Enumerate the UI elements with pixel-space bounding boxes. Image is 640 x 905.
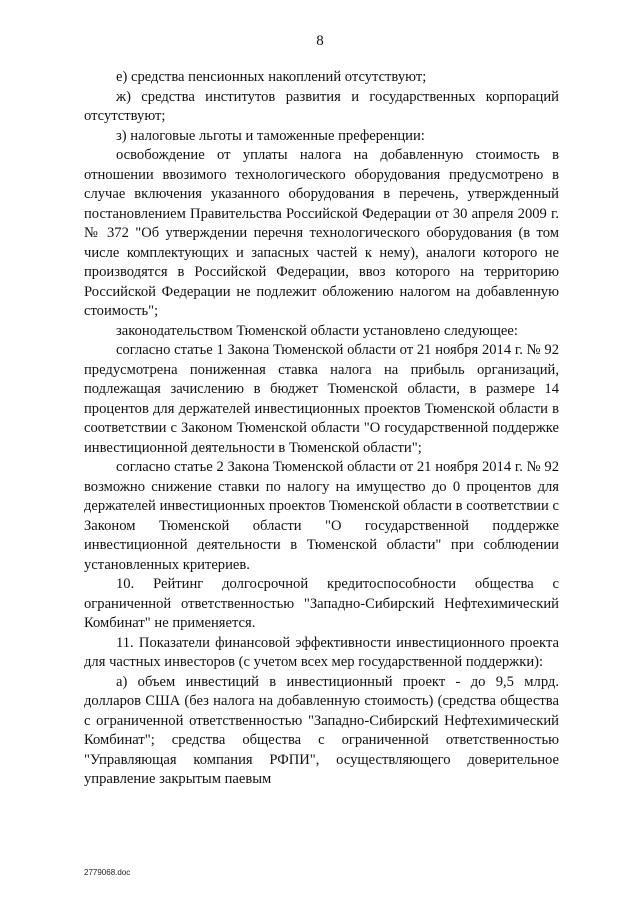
paragraph-e-pension-savings: е) средства пенсионных накоплений отсутствуют; xyxy=(116,69,427,85)
paragraph-10-credit-rating: 10. Рейтинг долгосрочной кредитоспособности общества с ограниченной ответственностью "Западно-Сибирский Нефтехимический Комбинат" не применяется. xyxy=(84,576,559,631)
paragraph-article-1-profit-tax: согласно статье 1 Закона Тюменской области от 21 ноября 2014 г. № 92 предусмотрена пониженная ставка налога на прибыль организаций, подлежащая зачислению в бюджет Тюменской области, в размере 14 процентов для держателей инвестиционных проектов Тюменской области в соответствии с Законом Тюменской области "О государственной поддержке инвестиционной деятельности в Тюменской области"; xyxy=(84,342,559,456)
page-number: 8 xyxy=(316,33,324,49)
paragraph-tyumen-legislation: законодательством Тюменской области установлено следующее: xyxy=(116,322,518,339)
paragraph-a-investment-volume: а) объем инвестиций в инвестиционный проект - до 9,5 млрд. долларов США (без налога на добавленную стоимость) (средства общества с ограниченной ответственностью "Западно-Сибирский Нефтехимический Комбинат"; средства общества с ограниченной ответственностью "Управляющая компания РФПИ", осуществляющего доверительное управление закрытым паевым xyxy=(84,673,559,787)
footer-filename: 2779068.doc xyxy=(84,868,131,877)
paragraph-article-2-property-tax: согласно статье 2 Закона Тюменской области от 21 ноября 2014 г. № 92 возможно снижение ставки по налогу на имущество до 0 процентов для держателей инвестиционных проектов Тюменской области в соответствии с Законом Тюменской области "О государственной поддержке инвестиционной деятельности в Тюменской области" при соблюдении установленных критериев. xyxy=(84,459,559,573)
paragraph-z-tax-benefits: з) налоговые льготы и таможенные преференции: xyxy=(116,127,425,144)
paragraph-11-financial-efficiency: 11. Показатели финансовой эффективности инвестиционного проекта для частных инвесторов (с учетом всех мер государственной поддержки): xyxy=(84,634,559,670)
paragraph-vat-exemption: освобождение от уплаты налога на добавленную стоимость в отношении ввозимого технологического оборудования предусмотрено в случае включения указанного оборудования в перечень, утвержденный постановлением Правительства Российской Федерации от 30 апреля 2009 г. № 372 "Об утверждении перечня технологического оборудования (в том числе комплектующих и запасных частей к нему), аналоги которого не производятся в Российской Федерации, ввоз которого на территорию Российской Федерации не подлежит обложению налогом на добавленную стоимость"; xyxy=(84,147,559,319)
paragraph-zh-development-institutions: ж) средства институтов развития и государственных корпораций отсутствуют; xyxy=(84,88,559,124)
document-body xyxy=(84,68,559,790)
